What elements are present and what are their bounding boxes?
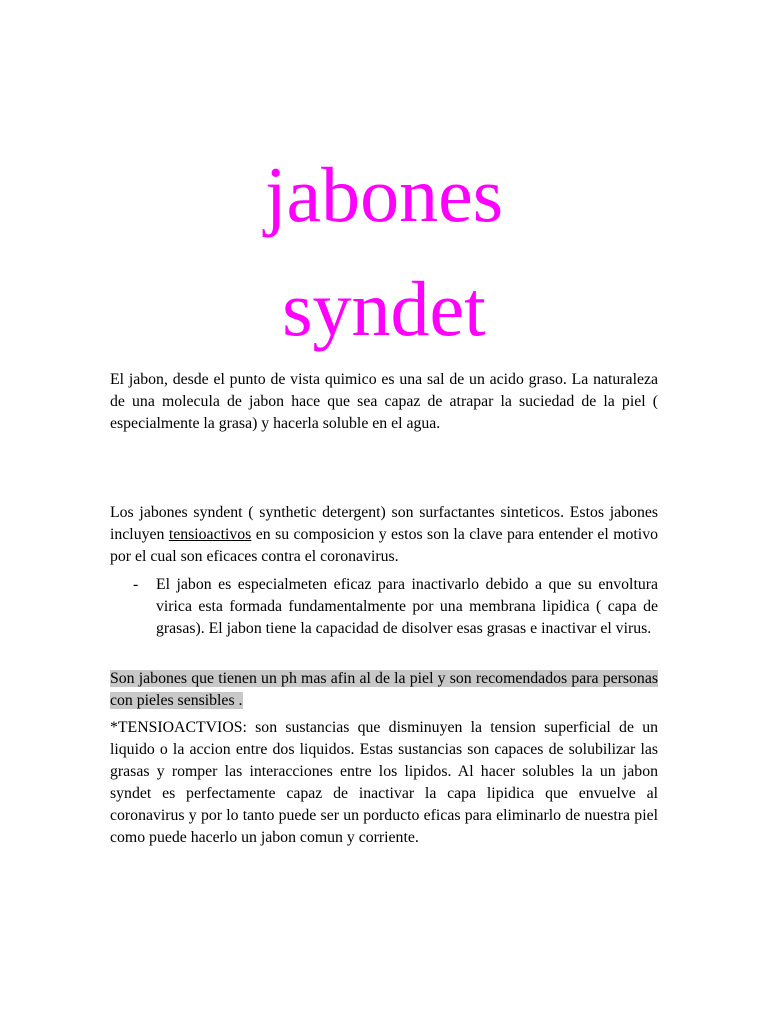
bullet-text: El jabon es especialmeten eficaz para inactivarlo debido a que su envoltura virica esta formada fundamentalmente por una membrana lipidica ( capa de grasas). El jabon tiene la capacidad de disolver esas grasas e inactivar el virus.	[156, 576, 658, 637]
bullet-item	[133, 574, 658, 640]
paragraph-tensioactivos: *TENSIOACTVIOS: son sustancias que disminuyen la tension superficial de un liquido o la accion entre dos liquidos. Estas sustancias son capaces de solubilizar las grasas y romper las interacciones entre los lipidos. Al hacer solubles la un jabon syndet es perfectamente capaz de inactivar la capa lipidica que envuelve al coronavirus y por lo tanto puede ser un porducto eficas para eliminarlo de nuestra piel como puede hacerlo un jabon comun y corriente.	[110, 719, 658, 846]
title-line-1: jabones	[264, 151, 504, 238]
highlighted-paragraph	[110, 668, 658, 712]
paragraph-syndet-before: Los jabones syndent ( synthetic detergent) son surfactantes sinteticos. Estos jabones incluyen	[110, 504, 658, 543]
bullet-marker: -	[133, 576, 139, 593]
title-line-2: syndet	[282, 265, 486, 352]
paragraph-syndet	[110, 502, 658, 568]
tensioactivos-term: tensioactivos	[168, 526, 252, 543]
highlighted-text: Son jabones que tienen un ph mas afin al de la piel y son recomendados para personas con pieles sensibles .	[110, 670, 658, 709]
paragraph-definition: El jabon, desde el punto de vista quimico es una sal de un acido graso. La naturaleza de una molecula de jabon hace que sea capaz de atrapar la suciedad de la piel ( especialmente la grasa) y hacerla soluble en el agua.	[110, 371, 658, 432]
paragraph-syndet-after: en su composicion y estos son la clave para entender el motivo por el cual son eficaces contra el coronavirus.	[110, 526, 658, 565]
